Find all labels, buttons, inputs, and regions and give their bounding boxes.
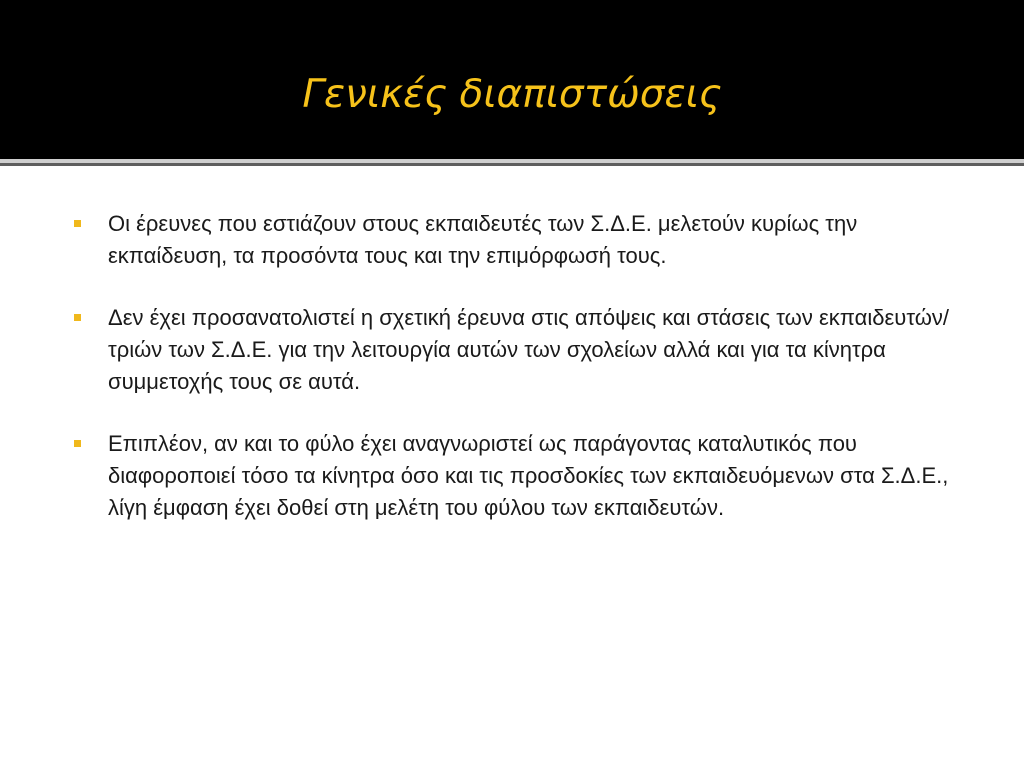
title-divider-dark xyxy=(0,163,1024,166)
bullet-text: Δεν έχει προσανατολιστεί η σχετική έρευνα στις απόψεις και στάσεις των εκπαιδευτών/ τριών των Σ.Δ.Ε. για την λειτουργία αυτών των σχολείων αλλά και για τα κίνητρα συμμετοχής τους σε αυτά. xyxy=(108,305,949,394)
bullet-item-2 xyxy=(74,302,954,398)
square-bullet-icon xyxy=(74,220,81,227)
square-bullet-icon xyxy=(74,440,81,447)
title-bar xyxy=(0,0,1024,159)
bullet-list xyxy=(74,208,954,554)
bullet-text: Επιπλέον, αν και το φύλο έχει αναγνωριστεί ως παράγοντας καταλυτικός που διαφοροποιεί τόσο τα κίνητρα όσο και τις προσδοκίες των εκπαιδευόμενων στα Σ.Δ.Ε., λίγη έμφαση έχει δοθεί στη μελέτη του φύλου των εκπαιδευτών. xyxy=(108,431,949,520)
bullet-text: Οι έρευνες που εστιάζουν στους εκπαιδευτές των Σ.Δ.Ε. μελετούν κυρίως την εκπαίδευση, τα προσόντα τους και την επιμόρφωσή τους. xyxy=(108,211,858,268)
square-bullet-icon xyxy=(74,314,81,321)
slide-title: Γενικές διαπιστώσεις xyxy=(302,72,722,117)
bullet-item-1 xyxy=(74,208,954,272)
bullet-item-3 xyxy=(74,428,954,524)
